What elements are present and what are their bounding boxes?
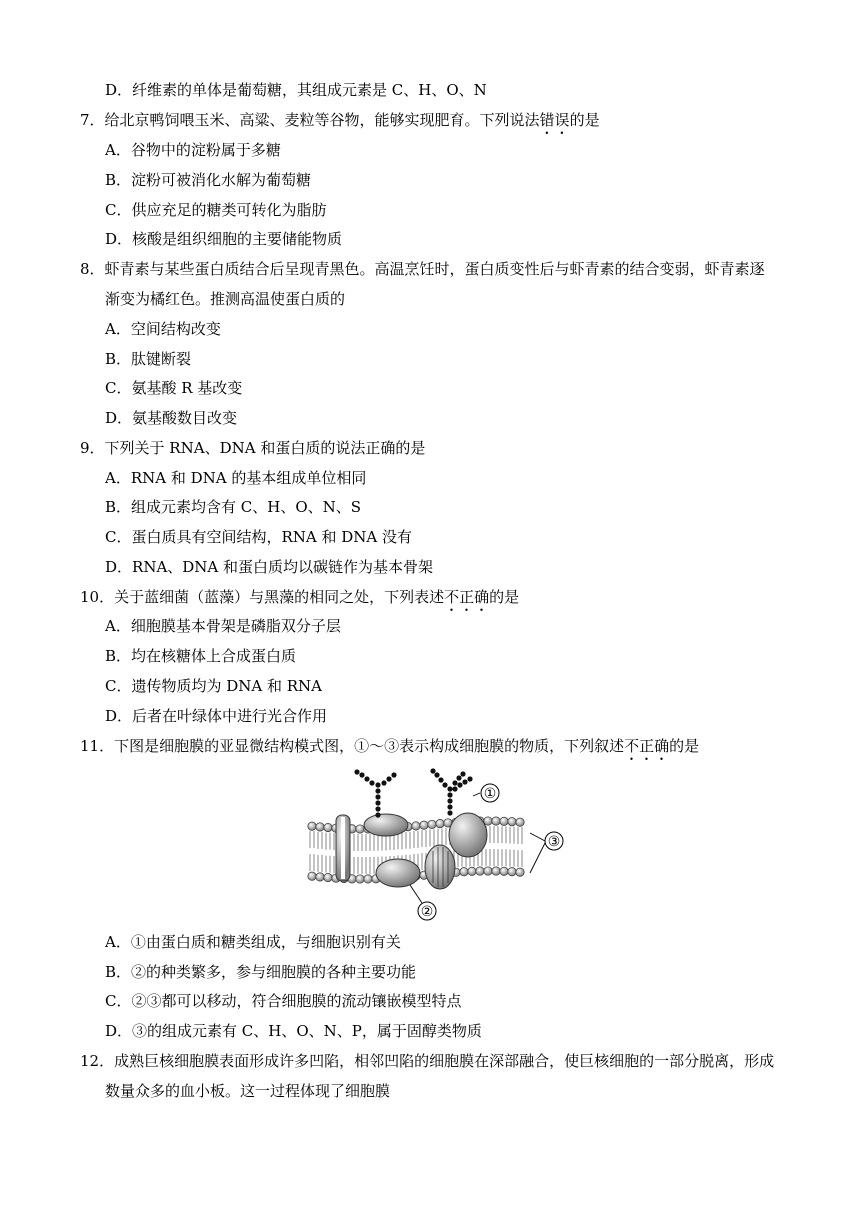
phospholipid-head — [428, 820, 436, 828]
phospholipid-head — [500, 817, 508, 825]
q11-stem — [80, 736, 699, 764]
q7-stem-emphasis: 错误 — [539, 111, 570, 129]
sugar-bead — [375, 812, 380, 817]
phospholipid-head — [500, 867, 508, 875]
q8-option-c: C．氨基酸 R 基改变 — [105, 379, 243, 397]
sugar-bead — [359, 772, 364, 777]
transmembrane-protein — [425, 845, 455, 889]
q9-option-d: D．RNA、DNA 和蛋白质均以碳链作为基本骨架 — [105, 558, 434, 576]
sugar-bead — [447, 804, 452, 809]
q10-stem-emphasis: 不正确 — [444, 588, 490, 606]
q10-stem-end: 的是 — [489, 588, 520, 606]
sugar-bead — [364, 776, 369, 781]
sugar-bead — [375, 782, 380, 787]
integral-protein — [449, 813, 487, 857]
phospholipid-head — [316, 873, 324, 881]
q7-stem-text: 7．给北京鸭饲喂玉米、高粱、麦粒等谷物，能够实现肥育。下列说法 — [80, 111, 540, 129]
sugar-bead — [375, 806, 380, 811]
sugar-bead — [447, 810, 452, 815]
peripheral-protein-lower — [376, 859, 420, 887]
phospholipid-head — [412, 822, 420, 830]
channel-pore — [341, 817, 345, 879]
sugar-bead — [447, 786, 452, 791]
q7-option-b: B．淀粉可被消化水解为葡萄糖 — [105, 171, 312, 189]
phospholipid-head — [516, 818, 524, 826]
peripheral-protein — [364, 814, 408, 836]
q11-stem-emphasis: 不正确 — [624, 737, 670, 755]
q8-stem-line2: 渐变为橘红色。推测高温使蛋白质的 — [105, 290, 346, 308]
q9-stem: 9．下列关于 RNA、DNA 和蛋白质的说法正确的是 — [80, 439, 426, 457]
phospholipid-head — [460, 868, 468, 876]
sugar-bead — [442, 782, 447, 787]
q11-stem-text: 11．下图是细胞膜的亚显微结构模式图，①～③表示构成细胞膜的物质，下列叙述 — [80, 737, 625, 755]
glycoprotein-chains — [354, 768, 472, 817]
phospholipid-head — [492, 867, 500, 875]
phospholipid-head — [356, 825, 364, 833]
q12-stem-line1: 12．成熟巨核细胞膜表面形成许多凹陷，相邻凹陷的细胞膜在深部融合，使巨核细胞的一部分脱离，形成 — [80, 1052, 775, 1070]
q10-option-c: C．遗传物质均为 DNA 和 RNA — [105, 677, 323, 695]
sugar-bead — [430, 768, 435, 773]
sugar-bead — [391, 772, 396, 777]
sugar-bead — [386, 776, 391, 781]
label-1 — [481, 784, 499, 802]
svg-text:②: ② — [420, 904, 434, 920]
phospholipid-head — [508, 867, 516, 875]
sugar-bead — [438, 777, 443, 782]
phospholipid-head — [324, 873, 332, 881]
phospholipid-head — [308, 822, 316, 830]
sugar-bead — [462, 779, 467, 784]
q11-option-a: A．①由蛋白质和糖类组成，与细胞识别有关 — [105, 933, 401, 951]
svg-text:①: ① — [483, 786, 497, 802]
sugar-bead — [452, 780, 457, 785]
phospholipid-head — [508, 817, 516, 825]
label-3 — [545, 832, 563, 850]
sugar-bead — [460, 771, 465, 776]
phospholipid-head — [364, 875, 372, 883]
q8-option-d: D．氨基酸数目改变 — [105, 409, 238, 427]
phospholipid-head — [420, 821, 428, 829]
sugar-bead — [456, 775, 461, 780]
phospholipid-head — [324, 823, 332, 831]
phospholipid-head — [468, 867, 476, 875]
svg-text:③: ③ — [547, 834, 561, 850]
sugar-bead — [375, 794, 380, 799]
sugar-bead — [447, 792, 452, 797]
cell-membrane-figure — [300, 763, 570, 923]
phospholipid-head — [436, 819, 444, 827]
q8-option-a: A．空间结构改变 — [105, 320, 221, 338]
phospholipid-head — [476, 867, 484, 875]
sugar-bead — [369, 780, 374, 785]
phospholipid-head — [356, 875, 364, 883]
label-2 — [418, 902, 436, 920]
q11-option-b: B．②的种类繁多，参与细胞膜的各种主要功能 — [105, 963, 417, 981]
q10-option-a: A．细胞膜基本骨架是磷脂双分子层 — [105, 617, 341, 635]
q7-stem-end: 的是 — [569, 111, 600, 129]
sugar-bead — [467, 776, 472, 781]
phospholipid-head — [492, 817, 500, 825]
q7-stem — [80, 110, 600, 138]
sugar-bead — [452, 786, 457, 791]
q7-option-d: D．核酸是组织细胞的主要储能物质 — [105, 230, 343, 248]
sugar-bead — [375, 788, 380, 793]
q8-stem-line1: 8．虾青素与某些蛋白质结合后呈现青黑色。高温烹饪时，蛋白质变性后与虾青素的结合变弱，虾青素逐 — [80, 260, 765, 278]
phospholipid-head — [308, 872, 316, 880]
q7-option-c: C．供应充足的糖类可转化为脂肪 — [105, 201, 327, 219]
q11-option-d: D．③的组成元素有 C、H、O、N、P，属于固醇类物质 — [105, 1022, 482, 1040]
q11-stem-end: 的是 — [669, 737, 700, 755]
sugar-bead — [447, 798, 452, 803]
q6-option-d: D．纤维素的单体是葡萄糖，其组成元素是 C、H、O、N — [105, 81, 487, 99]
q7-option-a: A．谷物中的淀粉属于多糖 — [105, 141, 281, 159]
q10-stem-text: 10．关于蓝细菌（蓝藻）与黑藻的相同之处，下列表述 — [80, 588, 445, 606]
phospholipid-head — [516, 868, 524, 876]
sugar-bead — [434, 772, 439, 777]
q8-option-b: B．肽键断裂 — [105, 350, 192, 368]
sugar-bead — [375, 800, 380, 805]
q9-option-a: A．RNA 和 DNA 的基本组成单位相同 — [105, 469, 367, 487]
phospholipid-head — [484, 817, 492, 825]
sugar-bead — [354, 769, 359, 774]
q10-option-d: D．后者在叶绿体中进行光合作用 — [105, 707, 328, 725]
q12-stem-line2: 数量众多的血小板。这一过程体现了细胞膜 — [105, 1082, 391, 1100]
q11-option-c: C．②③都可以移动，符合细胞膜的流动镶嵌模型特点 — [105, 992, 462, 1010]
q10-option-b: B．均在核糖体上合成蛋白质 — [105, 647, 297, 665]
q10-stem — [80, 587, 519, 615]
q9-option-c: C．蛋白质具有空间结构，RNA 和 DNA 没有 — [105, 528, 413, 546]
q9-option-b: B．组成元素均含有 C、H、O、N、S — [105, 498, 362, 516]
sugar-bead — [457, 782, 462, 787]
sugar-bead — [381, 780, 386, 785]
phospholipid-head — [484, 867, 492, 875]
phospholipid-head — [316, 823, 324, 831]
